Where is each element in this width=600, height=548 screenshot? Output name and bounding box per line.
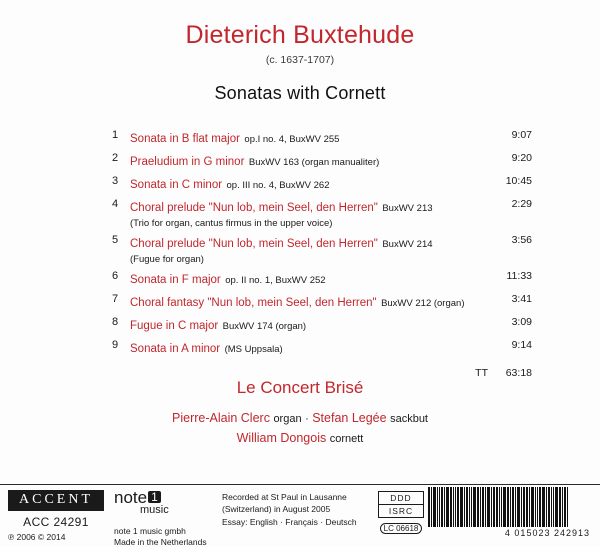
barcode	[428, 487, 590, 527]
accent-label-logo	[8, 490, 104, 529]
performer-name-clerc: Pierre-Alain Clerc	[172, 411, 270, 425]
track-detail: (MS Uppsala)	[224, 343, 283, 355]
track-row	[112, 292, 532, 312]
track-title: Choral prelude "Nun lob, mein Seel, den Herren"	[130, 202, 378, 214]
label-name: ACCENT	[8, 490, 104, 511]
track-row	[112, 233, 532, 266]
track-title: Fugue in C major	[130, 319, 219, 332]
track-detail: BuxWV 214	[382, 238, 433, 250]
total-time-label: TT	[475, 366, 488, 379]
total-time-row	[112, 367, 532, 379]
track-info	[130, 292, 486, 312]
track-number: 3	[112, 175, 119, 187]
track-detail: op. III no. 4, BuxWV 262	[226, 180, 330, 191]
track-title: Sonata in C minor	[130, 179, 223, 191]
track-duration: 9:14	[511, 338, 532, 351]
track-info	[130, 128, 486, 148]
track-duration: 3:41	[511, 292, 532, 305]
header	[0, 0, 600, 104]
performer-name-dongois: William Dongois	[236, 431, 327, 445]
track-detail: BuxWV 174 (organ)	[222, 320, 307, 332]
track-number: 1	[112, 129, 119, 141]
track-detail: op. II no. 1, BuxWV 252	[225, 274, 326, 286]
track-title: Sonata in F major	[130, 273, 221, 286]
track-duration: 3:56	[511, 233, 532, 246]
track-duration: 9:07	[511, 129, 532, 141]
composer-name: Dieterich Buxtehude	[185, 21, 415, 49]
track-duration: 10:45	[505, 175, 532, 187]
footer	[0, 484, 600, 547]
credit-line-3: Essay: English · Français · Deutsch	[222, 516, 357, 527]
note1-company: note 1 music gmbh	[114, 526, 186, 536]
track-number: 5	[112, 233, 119, 246]
track-info	[130, 233, 486, 266]
track-number: 4	[112, 198, 119, 210]
performer-name-legee: Stefan Legée	[312, 411, 387, 425]
lc-code: LC 06618	[380, 523, 423, 534]
track-number: 8	[112, 315, 119, 328]
track-number: 7	[112, 292, 119, 305]
track-info	[130, 269, 486, 289]
composer-dates: (c. 1637-1707)	[265, 53, 335, 66]
track-detail: BuxWV 212 (organ)	[381, 297, 465, 309]
performer-role-sackbut: sackbut	[390, 413, 428, 425]
track-title: Sonata in A minor	[130, 342, 221, 355]
note1-badge: 1	[148, 491, 161, 503]
track-title: Praeludium in G minor	[130, 156, 245, 168]
track-info	[130, 315, 486, 335]
track-duration: 9:20	[511, 152, 532, 164]
isrc-mark: ISRC	[378, 505, 424, 518]
track-number: 6	[112, 269, 119, 282]
track-subtitle: (Fugue for organ)	[130, 253, 204, 265]
track-duration: 11:33	[506, 269, 532, 282]
track-row	[112, 197, 532, 230]
ddd-mark: DDD	[378, 491, 424, 505]
track-info	[130, 174, 486, 194]
track-row	[112, 151, 532, 171]
performer-line-2	[0, 431, 600, 445]
performer-separator: ·	[305, 413, 309, 425]
track-number: 2	[112, 152, 119, 164]
track-row	[112, 269, 532, 289]
performer-role-organ: organ	[273, 413, 302, 425]
performers	[0, 378, 600, 451]
track-duration: 2:29	[511, 198, 532, 210]
credit-line-2: (Switzerland) in August 2005	[222, 504, 331, 515]
album-title: Sonatas with Cornett	[214, 82, 386, 103]
track-detail: BuxWV 163 (organ manualiter)	[248, 157, 380, 168]
barcode-digits: 4 015023 242913	[504, 528, 590, 538]
track-row	[112, 174, 532, 194]
note1-music-word: music	[140, 504, 169, 516]
track-title: Choral prelude "Nun lob, mein Seel, den Herren"	[130, 237, 378, 250]
note1-origin: Made in the Netherlands	[114, 537, 207, 548]
track-row	[112, 128, 532, 148]
track-duration: 3:09	[511, 315, 532, 328]
tracklist	[112, 128, 532, 379]
track-row	[112, 315, 532, 335]
track-title: Sonata in B flat major	[130, 133, 240, 145]
track-detail: BuxWV 213	[382, 203, 433, 214]
recording-credits	[222, 491, 357, 528]
track-row	[112, 338, 532, 358]
ensemble-name: Le Concert Brisé	[236, 378, 364, 397]
track-subtitle: (Trio for organ, cantus firmus in the upper voice)	[130, 218, 333, 229]
track-info	[130, 151, 486, 171]
credit-line-1: Recorded at St Paul in Lausanne	[222, 492, 347, 502]
performer-role-cornett: cornett	[329, 433, 364, 445]
performer-line-1	[0, 411, 600, 425]
track-detail: op.I no. 4, BuxWV 255	[244, 134, 340, 145]
track-info	[130, 197, 486, 230]
catalog-number: ACC 24291	[23, 515, 89, 529]
track-number: 9	[112, 338, 119, 351]
track-info	[130, 338, 486, 358]
note1-word: note	[114, 488, 148, 507]
track-title: Choral fantasy "Nun lob, mein Seel, den Herren"	[130, 296, 377, 309]
total-time-value: 63:18	[505, 366, 532, 379]
copyright-line: ℗ 2006 © 2014	[8, 532, 66, 542]
note1-music-logo	[114, 489, 210, 548]
